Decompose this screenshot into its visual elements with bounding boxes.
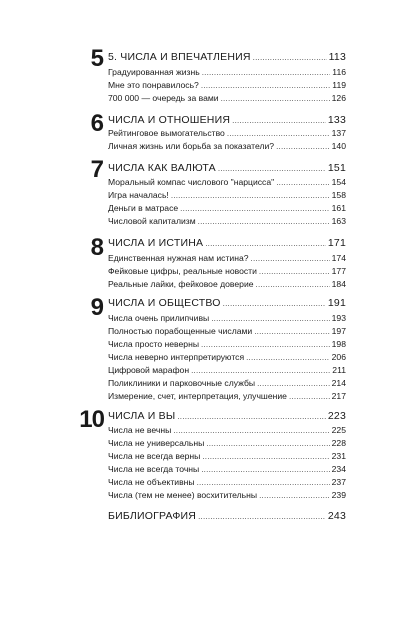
section-entry[interactable] <box>108 190 346 204</box>
section-entry[interactable] <box>108 477 346 491</box>
section-entry[interactable] <box>108 128 346 142</box>
leader-dots <box>221 94 330 103</box>
chapter-title: ЧИСЛА И ОТНОШЕНИЯ <box>108 114 231 126</box>
leader-dots <box>259 491 330 500</box>
section-entry[interactable] <box>108 352 346 366</box>
leader-dots <box>173 426 329 435</box>
leader-dots <box>202 452 329 461</box>
leader-dots <box>201 465 329 474</box>
section-title: Мне это понравилось? <box>108 80 199 90</box>
leader-dots <box>180 204 329 213</box>
section-entry[interactable] <box>108 203 346 217</box>
leader-dots <box>276 178 329 187</box>
chapter-number: 6 <box>90 110 104 137</box>
section-entry[interactable] <box>108 266 346 280</box>
chapter-heading[interactable] <box>108 237 346 251</box>
page-number: 211 <box>332 365 346 375</box>
section-entry[interactable] <box>108 279 346 293</box>
section-entry[interactable] <box>108 216 346 230</box>
leader-dots <box>198 512 326 521</box>
section-entry[interactable] <box>108 253 346 267</box>
section-title: Градуированная жизнь <box>108 67 200 77</box>
chapter-heading[interactable] <box>108 51 346 65</box>
section-title: Измерение, счет, интерпретация, улучшение <box>108 391 287 401</box>
leader-dots <box>251 254 330 263</box>
section-title: Числовой капитализм <box>108 216 196 226</box>
section-title: Числа не вечны <box>108 425 172 435</box>
chapter-title: ЧИСЛА КАК ВАЛЮТА <box>108 162 216 174</box>
section-entry[interactable] <box>108 451 346 465</box>
page-number: 137 <box>331 128 346 138</box>
section-entry[interactable] <box>108 490 346 504</box>
bibliography-title: БИБЛИОГРАФИЯ <box>108 510 197 522</box>
page-number: 191 <box>327 297 346 309</box>
section-entry[interactable] <box>108 80 346 94</box>
section-title: Деньги в матрасе <box>108 203 179 213</box>
section-title: Поликлиники и парковочные службы <box>108 378 256 388</box>
leader-dots <box>201 340 330 349</box>
section-title: Личная жизнь или борьба за показатели? <box>108 141 275 151</box>
section-entry[interactable] <box>108 67 346 81</box>
page-number: 163 <box>331 216 346 226</box>
leader-dots <box>206 439 329 448</box>
chapter-number: 7 <box>90 156 104 183</box>
leader-dots <box>202 68 331 77</box>
leader-dots <box>253 53 327 62</box>
section-title: Фейковые цифры, реальные новости <box>108 266 257 276</box>
page-number: 239 <box>331 490 346 500</box>
chapter-title: ЧИСЛА И ИСТИНА <box>108 237 204 249</box>
section-entry[interactable] <box>108 378 346 392</box>
leader-dots <box>171 191 330 200</box>
page-number: 234 <box>331 464 346 474</box>
section-title: 700 000 — очередь за вами <box>108 93 219 103</box>
chapter-number: 8 <box>90 234 104 261</box>
page-number: 119 <box>332 80 346 90</box>
chapter-number: 10 <box>79 406 104 433</box>
section-title: Числа не всегда точны <box>108 464 200 474</box>
bibliography-entry[interactable] <box>108 510 346 524</box>
chapter-number: 9 <box>90 294 104 321</box>
section-title: Числа не универсальны <box>108 438 205 448</box>
section-title: Моральный компас числового "нарцисса" <box>108 177 275 187</box>
leader-dots <box>198 217 330 226</box>
leader-dots <box>218 164 326 173</box>
chapter-heading[interactable] <box>108 297 346 311</box>
section-entry[interactable] <box>108 365 346 379</box>
page-number: 177 <box>331 266 346 276</box>
section-title: Игра началась! <box>108 190 169 200</box>
section-title: Реальные лайки, фейковое доверие <box>108 279 254 289</box>
leader-dots <box>223 299 326 308</box>
leader-dots <box>276 142 330 151</box>
page-number: 184 <box>331 279 346 289</box>
page-number: 193 <box>331 313 346 323</box>
section-title: Единственная нужная нам истина? <box>108 253 249 263</box>
page-number: 197 <box>331 326 346 336</box>
chapter-number: 5 <box>90 45 104 72</box>
leader-dots <box>197 478 330 487</box>
section-entry[interactable] <box>108 177 346 191</box>
chapter-heading[interactable] <box>108 114 346 128</box>
page-number: 214 <box>331 378 346 388</box>
page-number: 206 <box>331 352 346 362</box>
section-entry[interactable] <box>108 93 346 107</box>
leader-dots <box>205 239 326 248</box>
leader-dots <box>289 392 330 401</box>
page-number: 243 <box>327 510 346 522</box>
page-number: 140 <box>331 141 346 151</box>
leader-dots <box>227 129 330 138</box>
section-entry[interactable] <box>108 438 346 452</box>
section-entry[interactable] <box>108 339 346 353</box>
leader-dots <box>259 267 330 276</box>
leader-dots <box>246 353 330 362</box>
chapter-heading[interactable] <box>108 162 346 176</box>
page-number: 113 <box>328 51 346 63</box>
leader-dots <box>257 379 330 388</box>
chapter-title: ЧИСЛА И ВЫ <box>108 410 176 422</box>
page-number: 154 <box>331 177 346 187</box>
page-number: 116 <box>332 67 346 77</box>
page-number: 171 <box>327 237 346 249</box>
chapter-heading[interactable] <box>108 410 346 424</box>
page-number: 228 <box>331 438 346 448</box>
chapter-title: ЧИСЛА И ОБЩЕСТВО <box>108 297 221 309</box>
page-number: 126 <box>331 93 346 103</box>
leader-dots <box>256 280 330 289</box>
section-entry[interactable] <box>108 141 346 155</box>
section-title: Полностью порабощенные числами <box>108 326 253 336</box>
section-title: Цифровой марафон <box>108 365 190 375</box>
section-title: Числа не объективны <box>108 477 195 487</box>
section-entry[interactable] <box>108 425 346 439</box>
page-number: 223 <box>327 410 346 422</box>
page-number: 237 <box>331 477 346 487</box>
section-entry[interactable] <box>108 391 346 405</box>
section-entry[interactable] <box>108 313 346 327</box>
leader-dots <box>232 116 326 125</box>
leader-dots <box>191 366 330 375</box>
page-number: 198 <box>331 339 346 349</box>
section-title: Рейтинговое вымогательство <box>108 128 225 138</box>
section-title: Числа неверно интерпретируются <box>108 352 245 362</box>
page-number: 161 <box>331 203 346 213</box>
chapter-title: 5. ЧИСЛА И ВПЕЧАТЛЕНИЯ <box>108 51 251 63</box>
page-number: 217 <box>331 391 346 401</box>
section-title: Числа просто неверны <box>108 339 199 349</box>
section-title: Числа не всегда верны <box>108 451 201 461</box>
page-number: 225 <box>331 425 346 435</box>
leader-dots <box>201 81 330 90</box>
section-entry[interactable] <box>108 464 346 478</box>
page-number: 133 <box>327 114 346 126</box>
page-number: 231 <box>331 451 346 461</box>
page-number: 151 <box>327 162 346 174</box>
leader-dots <box>177 412 326 421</box>
page-number: 158 <box>331 190 346 200</box>
leader-dots <box>211 314 329 323</box>
section-entry[interactable] <box>108 326 346 340</box>
section-title: Числа (тем не менее) восхитительны <box>108 490 258 500</box>
leader-dots <box>254 327 329 336</box>
section-title: Числа очень прилипчивы <box>108 313 210 323</box>
page-number: 174 <box>331 253 346 263</box>
